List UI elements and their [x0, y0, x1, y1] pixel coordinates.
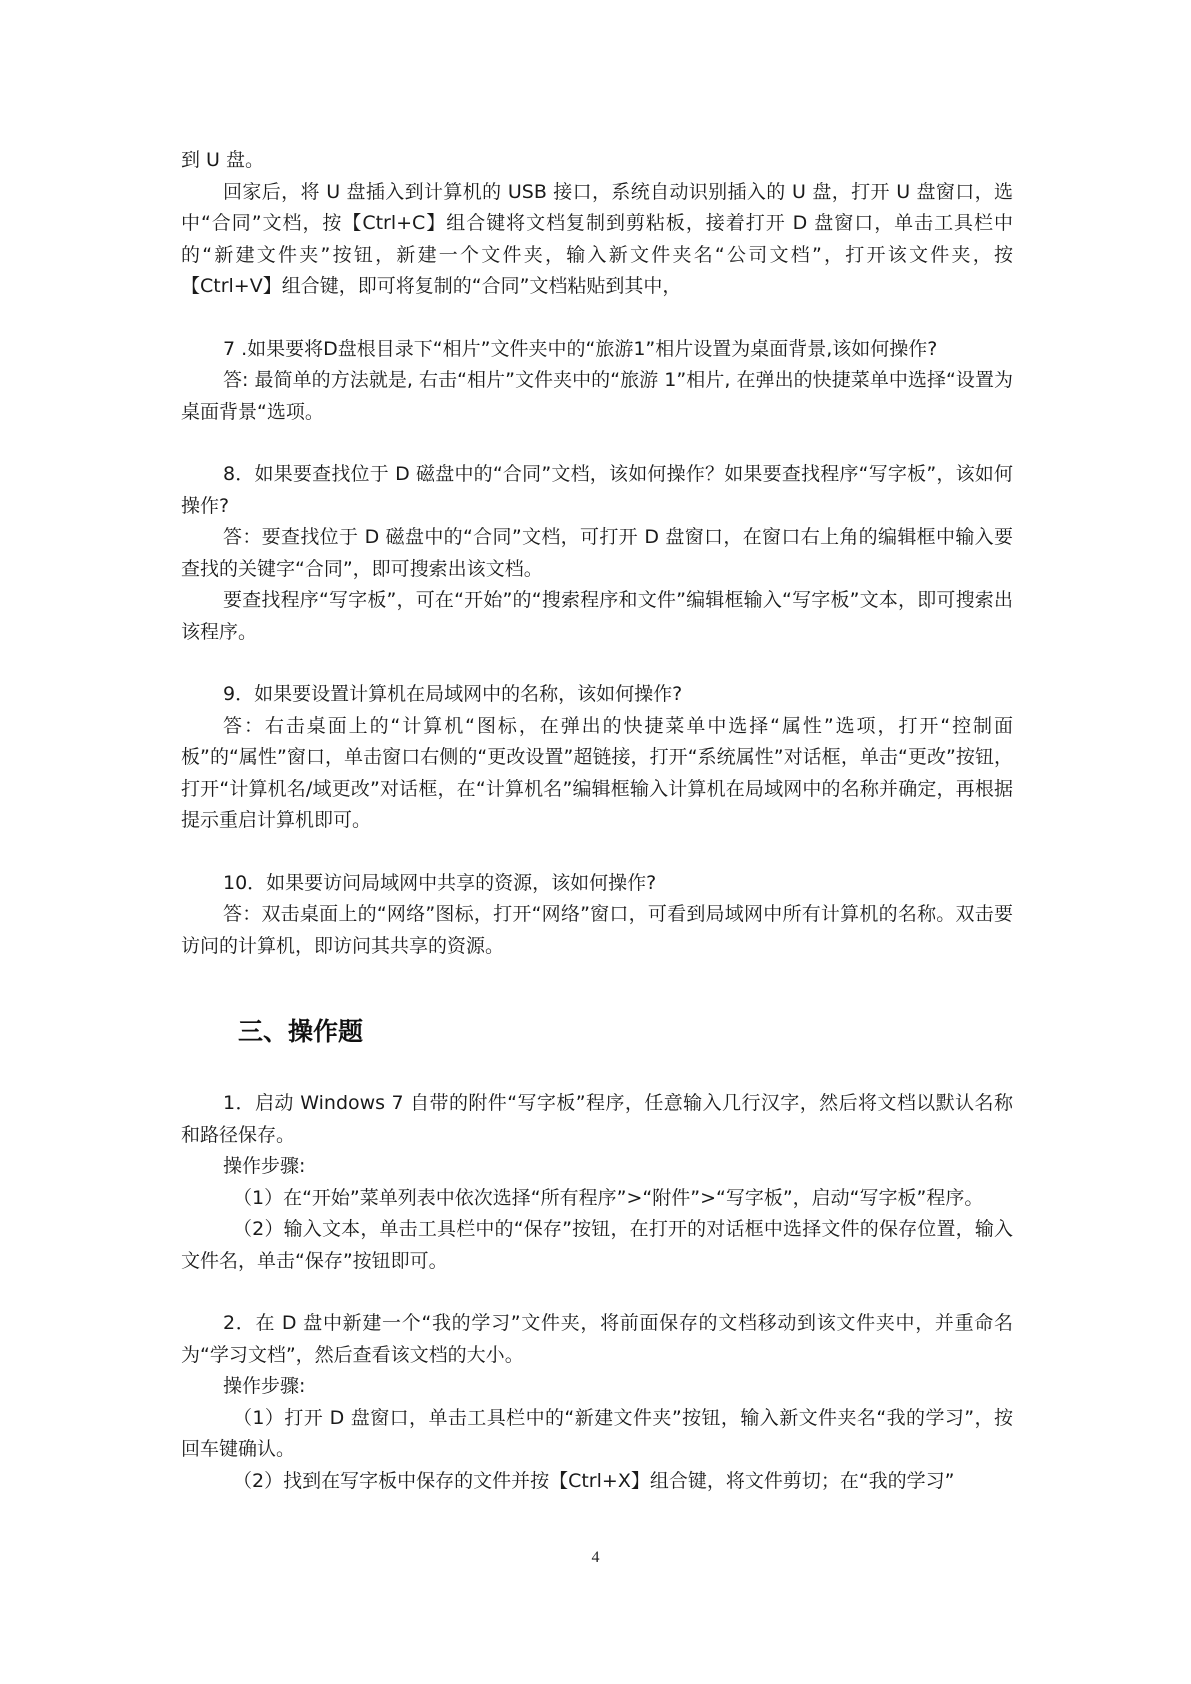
paragraph: （1）打开 D 盘窗口，单击工具栏中的“新建文件夹”按钮，输入新文件夹名“我的学习”，按回车键确认。	[181, 1406, 1013, 1460]
paragraph-spacer	[181, 648, 1013, 679]
paragraph: 到 U 盘。	[181, 149, 264, 171]
paragraph: （2）找到在写字板中保存的文件并按【Ctrl+X】组合键，将文件剪切；在“我的学习”	[233, 1469, 955, 1492]
paragraph: 2．在 D 盘中新建一个“我的学习”文件夹，将前面保存的文档移动到该文件夹中，并重命名为“学习文档”，然后查看该文档的大小。	[181, 1312, 1013, 1366]
paragraph-spacer	[181, 303, 1013, 334]
paragraph: 答：双击桌面上的“网络”图标，打开“网络”窗口，可看到局域网中所有计算机的名称。双击要访问的计算机，即访问其共享的资源。	[181, 903, 1013, 957]
page-number: 4	[591, 1549, 600, 1566]
paragraph-spacer	[181, 837, 1013, 868]
paragraph-spacer	[181, 428, 1013, 459]
paragraph: 答：要查找位于 D 磁盘中的“合同”文档，可打开 D 盘窗口，在窗口右上角的编辑框中输入要查找的关键字“合同”，即可搜索出该文档。	[181, 526, 1013, 580]
paragraph: 7 .如果要将D盘根目录下“相片”文件夹中的“旅游1”相片设置为桌面背景,该如何操作?	[223, 337, 938, 360]
section-heading: 三、操作题	[238, 1017, 364, 1046]
paragraph: 8．如果要查找位于 D 磁盘中的“合同”文档，该如何操作？如果要查找程序“写字板”，该如何操作?	[181, 463, 1013, 517]
paragraph: 9．如果要设置计算机在局域网中的名称，该如何操作?	[223, 683, 683, 705]
document-body	[181, 145, 1013, 1497]
paragraph: 1．启动 Windows 7 自带的附件“写字板”程序，任意输入几行汉字，然后将文档以默认名称和路径保存。	[181, 1092, 1013, 1146]
paragraph: 要查找程序“写字板”，可在“开始”的“搜索程序和文件”编辑框输入“写字板”文本，即可搜索出该程序。	[181, 589, 1013, 643]
paragraph: 答：右击桌面上的“计算机“图标，在弹出的快捷菜单中选择“属性”选项，打开“控制面板”的“属性”窗口，单击窗口右侧的“更改设置”超链接，打开“系统属性”对话框，单击“更改”按钮，打开“计算机名/域更改”对话框，在“计算机名”编辑框输入计算机在局域网中的名称并确定，再根据提示重启计算机即可。	[181, 714, 1013, 831]
paragraph: 操作步骤:	[223, 1375, 306, 1397]
paragraph-spacer	[181, 1052, 1013, 1088]
paragraph: （1）在“开始”菜单列表中依次选择“所有程序”>“附件”>“写字板”，启动“写字板”程序。	[233, 1186, 984, 1209]
paragraph: 10．如果要访问局域网中共享的资源，该如何操作?	[223, 871, 657, 894]
paragraph: （2）输入文本，单击工具栏中的“保存”按钮，在打开的对话框中选择文件的保存位置，输入文件名，单击“保存”按钮即可。	[181, 1218, 1013, 1272]
paragraph-spacer	[181, 1277, 1013, 1308]
paragraph: 操作步骤:	[223, 1155, 306, 1177]
paragraph: 回家后，将 U 盘插入到计算机的 USB 接口，系统自动识别插入的 U 盘，打开 U 盘窗口，选中“合同”文档，按【Ctrl+C】组合键将文档复制到剪粘板，接着打开 D 盘窗口，单击工具栏中的“新建文件夹”按钮，新建一个文件夹，输入新文件夹名“公司文档”，打开该文件夹，按【Ctrl+V】组合键，即可将复制的“合同”文档粘贴到其中，	[181, 180, 1013, 297]
paragraph: 答: 最简单的方法就是, 右击“相片”文件夹中的“旅游 1”相片, 在弹出的快捷菜单中选择“设置为桌面背景“选项。	[181, 369, 1013, 423]
paragraph-spacer	[181, 962, 1013, 1012]
